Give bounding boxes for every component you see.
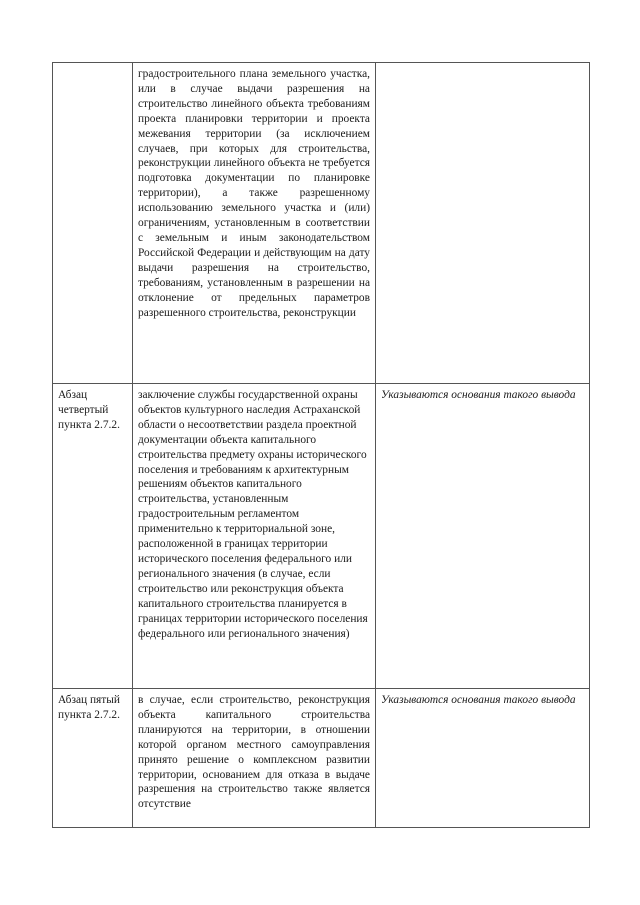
- refusal-ground-text: градостроительного плана земельного участка, или в случае выдачи разрешения на строительство линейного объекта требованиям проекта планировки территории и проекта межевания территории (за исключением случаев, при которых для строительства, реконструкции линейного объекта не требуется подготовка документации по планировке территории), а также разрешенному использованию земельного участка и (или) ограничениям, установленным в соответствии с земельным и иным законодательством Российской Федерации и действующим на дату выдачи разрешения на строительство, требованиям, установленным в разрешении на отклонение от предельных параметров разрешенного строительства, реконструкции: [133, 63, 376, 384]
- table-row: [53, 384, 590, 689]
- paragraph-reference: [53, 63, 133, 384]
- paragraph-reference: Абзац пятый пункта 2.7.2.: [53, 689, 133, 828]
- table-row: [53, 689, 590, 828]
- paragraph-reference: Абзац четвертый пункта 2.7.2.: [53, 384, 133, 689]
- explanation-note: [376, 63, 590, 384]
- table-row: [53, 63, 590, 384]
- explanation-note: Указываются основания такого вывода: [376, 384, 590, 689]
- grounds-table: [52, 62, 590, 828]
- refusal-ground-text: заключение службы государственной охраны объектов культурного наследия Астраханской области о несоответствии раздела проектной документации объекта капитального строительства предмету охраны исторического поселения и требованиям к архитектурным решениям объектов капитального строительства, установленным градостроительным регламентом применительно к территориальной зоне, расположенной в границах территории исторического поселения федерального или регионального значения (в случае, если строительство или реконструкция объекта капитального строительства планируется в границах территории исторического поселения федерального или регионального значения): [133, 384, 376, 689]
- refusal-ground-text: в случае, если строительство, реконструкция объекта капитального строительства планируются на территории, в отношении которой органом местного самоуправления принято решение о комплексном развитии территории, основанием для отказа в выдаче разрешения на строительство также является отсутствие: [133, 689, 376, 828]
- explanation-note: Указываются основания такого вывода: [376, 689, 590, 828]
